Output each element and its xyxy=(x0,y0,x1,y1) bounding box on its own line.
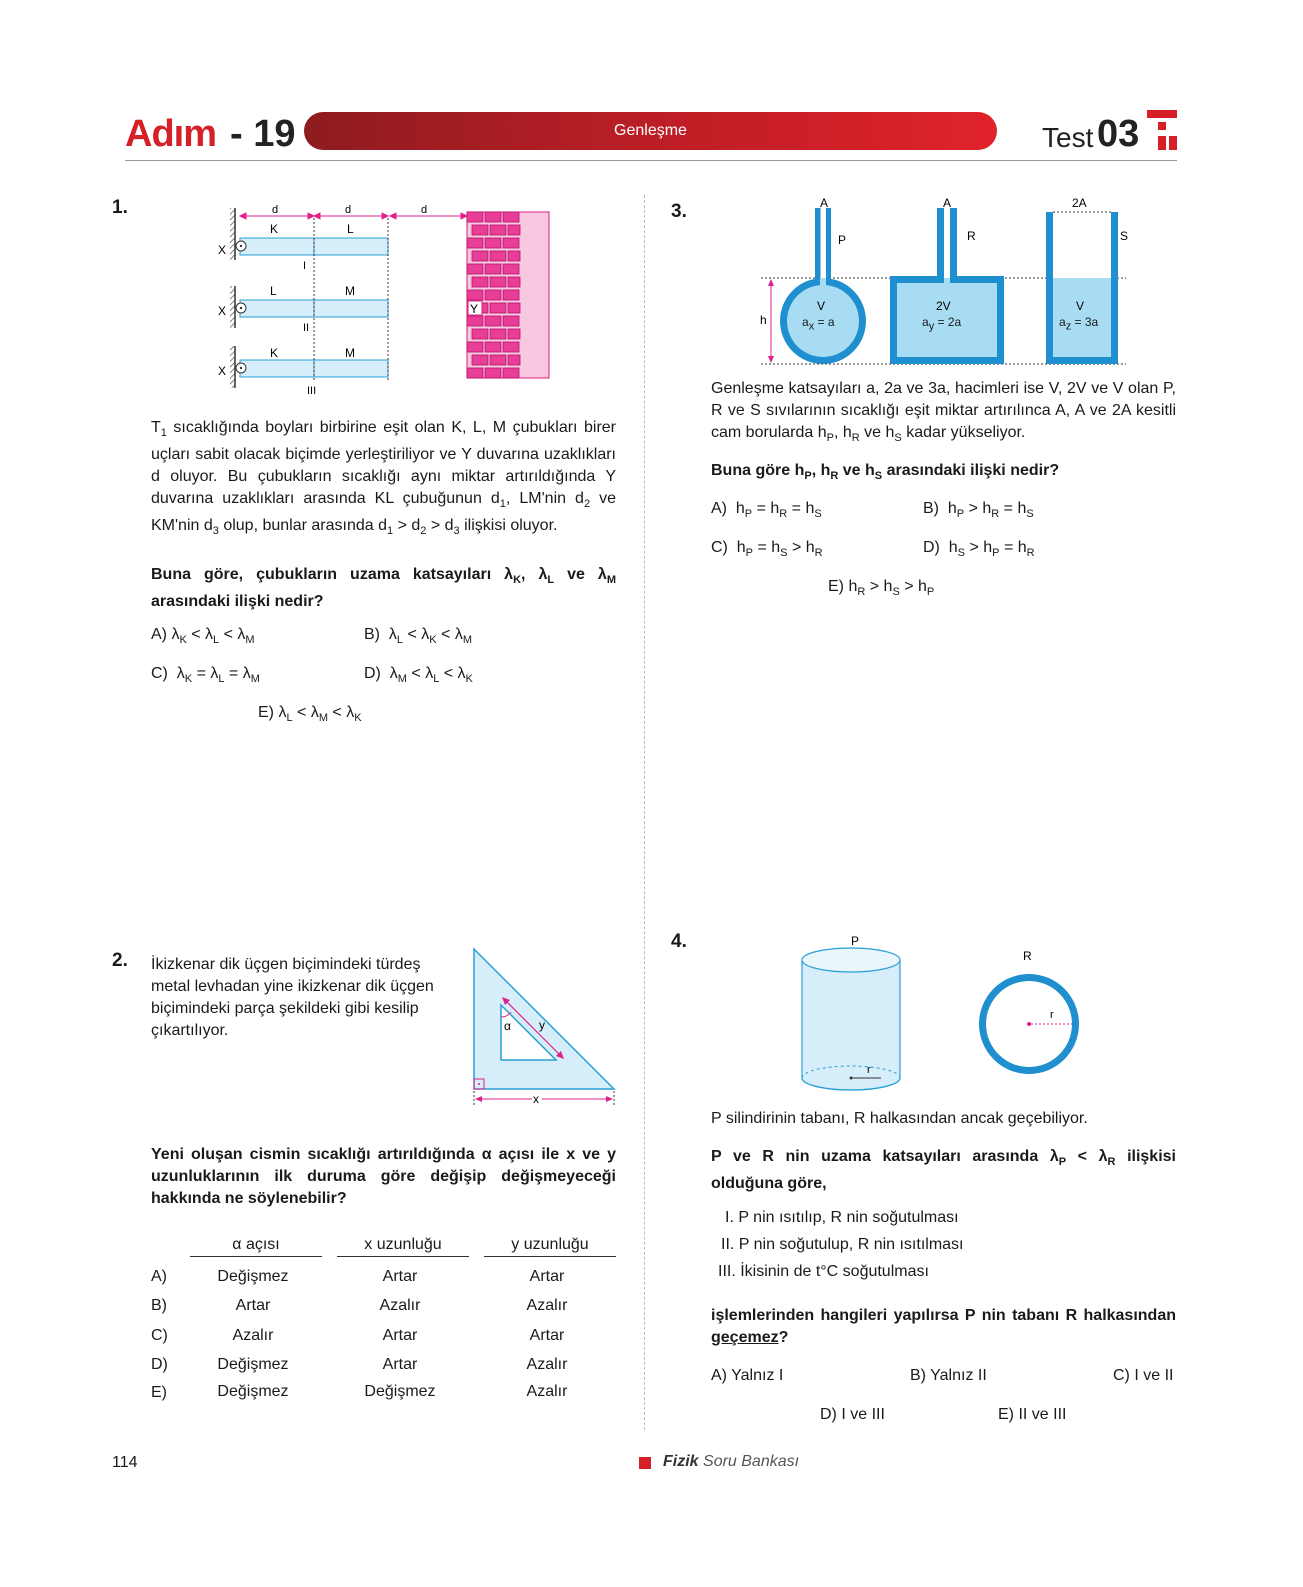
q1-option-d[interactable]: D) $\lambda_M < \lambda_L < \lambda_K$ xyxy=(364,665,473,686)
svg-text:d: d xyxy=(345,204,352,216)
svg-text:III: III xyxy=(307,385,317,397)
svg-text:K: K xyxy=(270,346,279,360)
svg-text:y: y xyxy=(539,1018,545,1032)
svg-text:2V: 2V xyxy=(936,299,951,313)
q3-label-ay: $a_y = 2a$ xyxy=(922,315,962,333)
question-number: 1. xyxy=(112,197,128,218)
step-number: 19 xyxy=(253,113,296,155)
test-label: Test xyxy=(1042,122,1094,153)
q3-option-a[interactable]: A) $h_P = h_R = h_S$ xyxy=(711,500,822,521)
question-number: 2. xyxy=(112,950,128,971)
svg-text:Y: Y xyxy=(470,302,479,316)
page-number: 114 xyxy=(112,1454,138,1471)
q3-label-az: $a_z = 3a$ xyxy=(1059,315,1099,333)
svg-text:2A: 2A xyxy=(1072,196,1087,210)
q1-option-c[interactable]: C) $\lambda_K = \lambda_L = \lambda_M$ xyxy=(151,665,260,686)
svg-text:X: X xyxy=(218,304,227,318)
test-number: 03 xyxy=(1097,113,1140,155)
svg-text:X: X xyxy=(218,243,227,257)
table-header-alpha: α açısı xyxy=(190,1236,322,1257)
header-rule xyxy=(125,160,1177,161)
svg-text:r: r xyxy=(1050,1009,1054,1021)
brand-logo xyxy=(125,113,216,156)
topic-title: Genleşme xyxy=(614,122,687,139)
q1-question: Buna göre, çubukların uzama katsayıları $\lambda_K$, $\lambda_L$ ve $\lambda_M$ arasındaki ilişki nedir? xyxy=(151,566,616,611)
svg-text:R: R xyxy=(967,229,976,243)
q3-option-d[interactable]: D) $h_S > h_P = h_R$ xyxy=(923,539,1035,560)
q4-option-d[interactable]: D) I ve III xyxy=(820,1406,885,1423)
svg-text:I: I xyxy=(303,260,307,272)
column-divider xyxy=(644,195,645,1430)
topic-banner xyxy=(304,112,997,150)
q1-body: $T_1$ sıcaklığında boyları birbirine eşit olan K, L, M çubukları birer uçları sabit olacak biçimde yerleştiriliyor ve Y duvarına uzaklıkları d oluyor. Bu çubukların sıcaklığı aynı miktar artırıldığında Y duvarına uzaklıkları arasında KL çubuğunun $d_1$, LM'nin $d_2$ ve KM'nin $d_3$ olup, bunlar arasında $d_1 > d_2 > d_3$ ilişkisi oluyor. xyxy=(151,419,617,538)
svg-text:r: r xyxy=(867,1064,871,1076)
q3-figure-vessels xyxy=(756,194,1136,370)
footer-square-icon xyxy=(639,1457,651,1469)
q3-option-e[interactable]: E) $h_R > h_S > h_P$ xyxy=(828,578,935,599)
question-number: 3. xyxy=(671,201,687,222)
q1-option-e[interactable]: E) $\lambda_L < \lambda_M < \lambda_K$ xyxy=(258,704,362,725)
svg-text:P: P xyxy=(851,934,860,948)
svg-text:M: M xyxy=(345,346,355,360)
svg-text:A: A xyxy=(943,196,952,210)
q4-figure-cylinder-ring xyxy=(795,930,1095,1100)
svg-text:R: R xyxy=(1023,949,1032,963)
q4-item-2: II. P nin soğutulup, R nin ısıtılması xyxy=(721,1236,964,1253)
q4-option-a[interactable]: A) Yalnız I xyxy=(711,1367,784,1384)
q4-option-b[interactable]: B) Yalnız II xyxy=(910,1367,987,1384)
step-label: - 19 xyxy=(230,113,296,155)
q3-question: Buna göre $h_P$, $h_R$ ve $h_S$ arasındaki ilişki nedir? xyxy=(711,462,1060,483)
svg-text:α: α xyxy=(504,1019,511,1033)
q1-option-b[interactable]: B) $\lambda_L < \lambda_K < \lambda_M$ xyxy=(364,626,472,647)
svg-text:S: S xyxy=(1120,229,1129,243)
q1-option-a[interactable]: A) $\lambda_K < \lambda_L < \lambda_M$ xyxy=(151,626,255,647)
dim-d-label: d xyxy=(272,204,279,216)
svg-text:M: M xyxy=(345,284,355,298)
svg-text:L: L xyxy=(270,284,277,298)
header xyxy=(0,0,1303,170)
q3-label-ax: $a_x = a$ xyxy=(802,315,835,333)
svg-text:V: V xyxy=(1076,299,1085,313)
svg-text:h: h xyxy=(760,313,767,327)
question-number: 4. xyxy=(671,931,687,952)
q2-figure-triangle xyxy=(466,945,621,1107)
q4-question-2: işlemlerinden hangileri yapılırsa P nin tabanı R halkasından geçemez? xyxy=(711,1307,1176,1346)
svg-text:P: P xyxy=(838,233,847,247)
table-header-x: x uzunluğu xyxy=(337,1236,469,1257)
svg-text:d: d xyxy=(421,204,428,216)
q3-body: Genleşme katsayıları a, 2a ve 3a, hacimleri ise V, 2V ve V olan P, R ve S sıvılarının sıcaklığı eşit miktar artırılınca A, A ve 2A kesitli cam borularda $h_P$, $h_R$ ve $h_S$ kadar yükseliyor. xyxy=(711,380,1176,445)
q2-question: Yeni oluşan cismin sıcaklığı artırıldığında α açısı ile x ve y uzunluklarının ilk duruma göre değişip değişmeyeceği hakkında ne söylenebilir? xyxy=(151,1146,616,1207)
brand-text: Adım xyxy=(125,113,216,155)
q4-question: P ve R nin uzama katsayıları arasında $\lambda_P < \lambda_R$ ilişkisi olduğuna göre, xyxy=(711,1148,1176,1193)
q4-item-3: III. İkisinin de t°C soğutulması xyxy=(718,1263,929,1280)
q4-item-1: I. P nin ısıtılıp, R nin soğutulması xyxy=(725,1209,959,1226)
svg-text:V: V xyxy=(817,299,826,313)
svg-text:L: L xyxy=(347,222,354,236)
q4-body: P silindirinin tabanı, R halkasından ancak geçebiliyor. xyxy=(711,1110,1088,1127)
book-title: Fizik Soru Bankası xyxy=(663,1453,800,1470)
q3-option-b[interactable]: B) $h_P > h_R = h_S$ xyxy=(923,500,1034,521)
table-header-y: y uzunluğu xyxy=(484,1236,616,1257)
q1-figure-rods xyxy=(210,200,555,400)
svg-text:x: x xyxy=(533,1092,539,1106)
q4-option-c[interactable]: C) I ve II xyxy=(1113,1367,1174,1384)
q3-option-c[interactable]: C) $h_P = h_S > h_R$ xyxy=(711,539,823,560)
q2-body: İkizkenar dik üçgen biçimindeki türdeş metal levhadan yine ikizkenar dik üçgen biçimindeki parça şekildeki gibi kesilip çıkartılıyor. xyxy=(151,956,434,1039)
svg-text:II: II xyxy=(303,322,310,334)
q4-option-e[interactable]: E) II ve III xyxy=(998,1406,1067,1423)
svg-text:A: A xyxy=(820,196,829,210)
svg-text:X: X xyxy=(218,364,227,378)
publisher-logo-icon xyxy=(1147,110,1177,152)
svg-text:K: K xyxy=(270,222,279,236)
